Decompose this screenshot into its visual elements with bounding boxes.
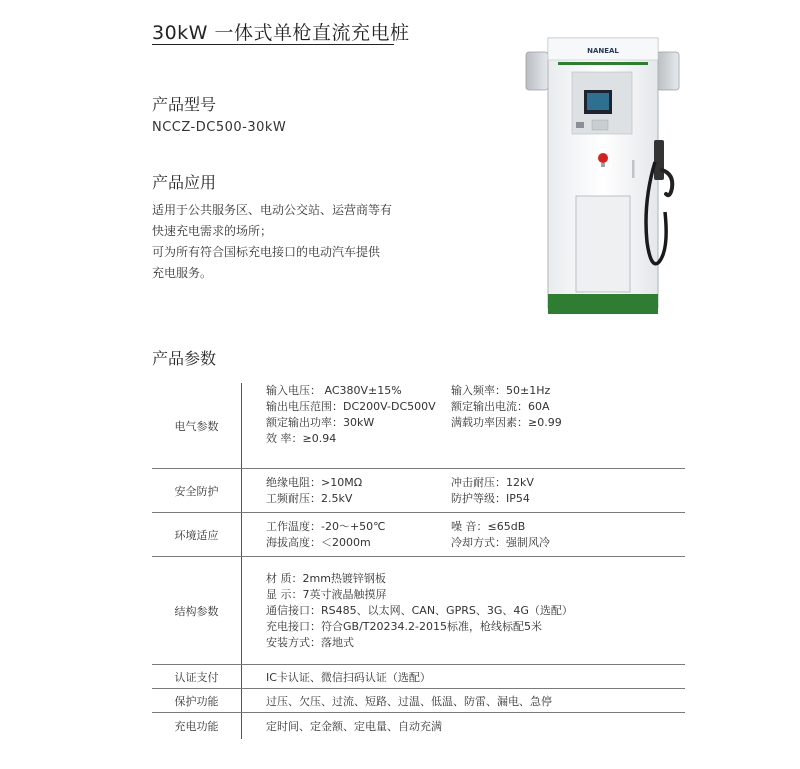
application-heading: 产品应用 <box>152 173 217 192</box>
row-category: 认证支付 <box>174 670 219 684</box>
row-content <box>242 383 685 468</box>
params-row-structure <box>152 557 685 665</box>
spec-item: 防护等级：IP54 <box>451 491 530 505</box>
spec-item: 材 质：2mm热镀锌钢板 <box>266 571 386 585</box>
row-content <box>242 469 685 512</box>
model-heading: 产品型号 <box>152 95 217 114</box>
spec-item: 过压、欠压、过流、短路、过温、低温、防雷、漏电、急停 <box>266 694 552 708</box>
charger-brand-text: NANEAL <box>587 47 619 55</box>
spec-item: 效 率：≥0.94 <box>266 432 337 445</box>
spec-item: 冲击耐压：12kV <box>451 475 534 489</box>
params-row-charging <box>152 713 685 739</box>
spec-item: 额定输出功率：30kW <box>266 416 375 429</box>
application-line: 适用于公共服务区、电动公交站、运营商等有 <box>152 203 393 217</box>
application-line: 可为所有符合国标充电接口的电动汽车提供 <box>152 245 381 259</box>
title-underline <box>152 44 394 45</box>
row-content <box>242 713 685 739</box>
row-content <box>242 513 685 556</box>
row-category: 结构参数 <box>174 604 219 618</box>
spec-item: 噪 音：≤65dB <box>451 519 526 533</box>
row-category: 电气参数 <box>174 419 219 433</box>
spec-item: 定时间、定金额、定电量、自动充满 <box>266 720 442 733</box>
charger-product-image <box>522 32 702 317</box>
params-row-protection <box>152 689 685 713</box>
spec-item: 输入频率：50±1Hz <box>451 384 551 397</box>
params-table <box>152 383 685 739</box>
spec-item: 通信接口：RS485、以太网、CAN、GPRS、3G、4G（选配） <box>266 603 573 617</box>
params-heading: 产品参数 <box>152 349 217 368</box>
params-row-environment <box>152 513 685 557</box>
spec-item: 充电接口：符合GB/T20234.2-2015标准，枪线标配5米 <box>266 619 542 633</box>
row-category: 环境适应 <box>174 528 219 542</box>
params-row-safety <box>152 469 685 513</box>
model-value: NCCZ-DC500-30kW <box>152 120 287 135</box>
row-category: 安全防护 <box>174 484 219 498</box>
application-line: 充电服务。 <box>152 266 213 280</box>
spec-item: 工作温度：-20～+50℃ <box>266 519 386 533</box>
spec-item: 冷却方式：强制风冷 <box>451 535 550 549</box>
spec-item <box>451 431 685 447</box>
row-content <box>242 557 685 664</box>
page-title: 30kW 一体式单枪直流充电桩 <box>152 22 410 44</box>
row-content <box>242 689 685 712</box>
application-line: 快速充电需求的场所； <box>152 224 273 238</box>
spec-item: 输入电压： AC380V±15% <box>266 384 402 397</box>
spec-item: 额定输出电流：60A <box>451 400 550 413</box>
spec-item: 海拔高度：＜2000m <box>266 535 371 549</box>
spec-item: 满载功率因素：≥0.99 <box>451 416 562 429</box>
row-content <box>242 665 685 688</box>
params-row-electrical <box>152 383 685 469</box>
params-row-auth-payment <box>152 665 685 689</box>
spec-item: 工频耐压：2.5kV <box>266 491 353 505</box>
spec-item: IC卡认证、微信扫码认证（选配） <box>266 670 431 684</box>
spec-item: 安装方式：落地式 <box>266 635 354 649</box>
row-category: 保护功能 <box>174 694 219 708</box>
spec-item: 输出电压范围：DC200V-DC500V <box>266 400 436 413</box>
row-category: 充电功能 <box>174 720 219 733</box>
spec-item: 显 示：7英寸液晶触摸屏 <box>266 587 387 601</box>
application-text <box>152 200 402 284</box>
spec-item: 绝缘电阻：>10MΩ <box>266 475 363 489</box>
